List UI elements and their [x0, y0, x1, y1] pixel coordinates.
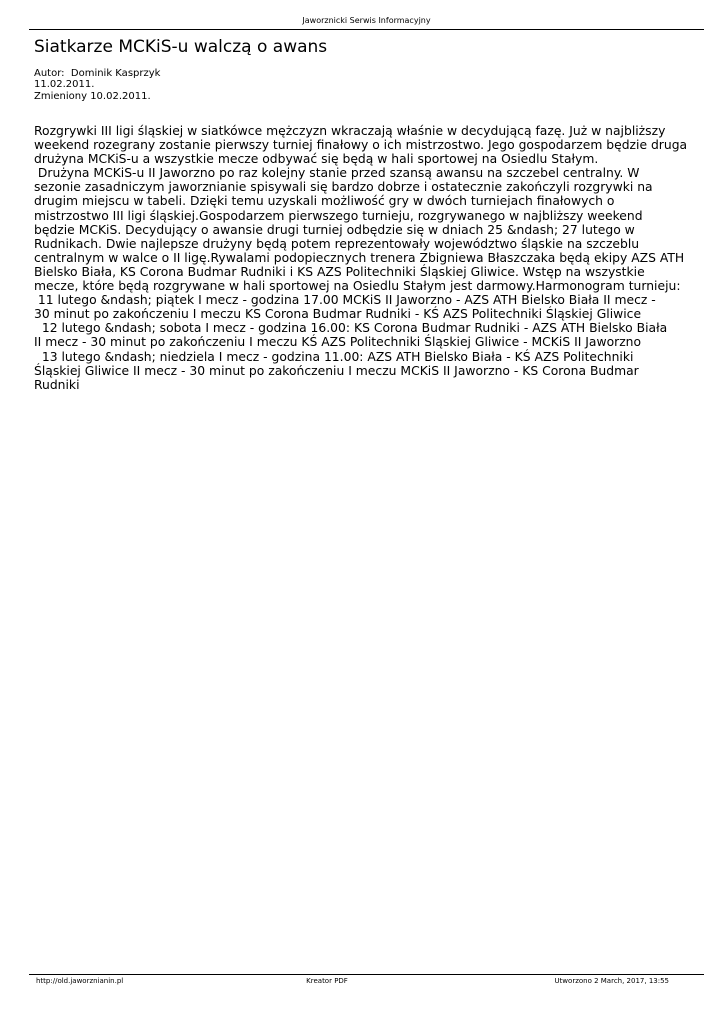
header-divider [29, 29, 704, 30]
footer-created-date: Utworzono 2 March, 2017, 13:55 [554, 977, 669, 985]
body-line: Bielsko Biała, KS Corona Budmar Rudniki i KS AZS Politechniki Śląskiej Gliwice. Wstęp na wszystkie [34, 264, 645, 279]
article-body [34, 124, 696, 392]
body-line: 13 lutego &ndash; niedziela I mecz - godzina 11.00: AZS ATH Bielsko Biała - KŚ AZS Politechniki [34, 349, 634, 364]
publish-date: 11.02.2011. [34, 79, 95, 91]
article-title: Siatkarze MCKiS-u walczą o awans [34, 37, 328, 57]
body-line: sezonie zasadniczym jaworznianie spisywali się bardzo dobrze i ostatecznie zakończyli rozgrywki na [34, 180, 653, 195]
body-line: Rudnikach. Dwie najlepsze drużyny będą potem reprezentowały województwo śląskie na szczeblu [34, 236, 640, 251]
modified-date: Zmieniony 10.02.2011. [34, 90, 151, 102]
body-line: Rudniki [34, 377, 80, 392]
body-line: będzie MCKiS. Decydujący o awansie drugi turniej odbędzie się w dniach 25 &ndash; 27 lutego w [34, 222, 635, 237]
page-footer [29, 976, 704, 988]
body-line: mistrzostwo III ligi śląskiej.Gospodarzem pierwszego turnieju, rozgrywanego w najbliższy weekend [34, 208, 643, 223]
body-line: Rozgrywki III ligi śląskiej w siatkówce mężczyzn wkraczają właśnie w decydującą fazę. Już w najbliższy [34, 124, 666, 138]
body-line: Śląskiej Gliwice II mecz - 30 minut po zakończeniu I meczu MCKiS II Jaworzno - KS Corona Budmar [34, 363, 639, 378]
footer-generator: Kreator PDF [306, 977, 348, 985]
body-line: centralnym w walce o II ligę.Rywalami podopiecznych trenera Zbigniewa Błaszczaka będą ekipy AZS ATH [34, 250, 685, 265]
author-line: Autor: Dominik Kasprzyk [34, 68, 161, 79]
body-line: drużyna MCKiS-u a wszystkie mecze odbywać się będą w hali sportowej na Osiedlu Stałym. [34, 152, 599, 167]
body-line: 12 lutego &ndash; sobota I mecz - godzina 16.00: KS Corona Budmar Rudniki - AZS ATH Bielsko Biała [34, 321, 668, 336]
footer-divider [29, 974, 704, 975]
body-line: II mecz - 30 minut po zakończeniu I meczu KŚ AZS Politechniki Śląskiej Gliwice - MCKiS II Jaworzno [34, 335, 642, 350]
body-line: 30 minut po zakończeniu I meczu KS Corona Budmar Rudniki - KŚ AZS Politechniki Śląskiej Gliwice [34, 307, 642, 322]
body-line: drugim miejscu w tabeli. Dzięki temu uzyskali możliwość gry w dwóch turniejach finałowych o [34, 194, 615, 209]
body-line: Drużyna MCKiS-u II Jaworzno po raz kolejny stanie przed szansą awansu na szczebel centralny. W [34, 166, 640, 181]
article-meta [34, 68, 434, 102]
page-header-site-name: Jaworznicki Serwis Informacyjny [302, 16, 431, 25]
body-line: weekend rozegrany zostanie pierwszy turniej finałowy o ich mistrzostwo. Jego gospodarzem będzie druga [34, 138, 688, 153]
body-line: 11 lutego &ndash; piątek I mecz - godzina 17.00 MCKiS II Jaworzno - AZS ATH Bielsko Biała II mecz - [34, 293, 656, 308]
body-line: mecze, które będą rozgrywane w hali sportowej na Osiedlu Stałym jest darmowy.Harmonogram turnieju: [34, 279, 681, 294]
footer-url: http://old.jaworznianin.pl [36, 977, 124, 985]
